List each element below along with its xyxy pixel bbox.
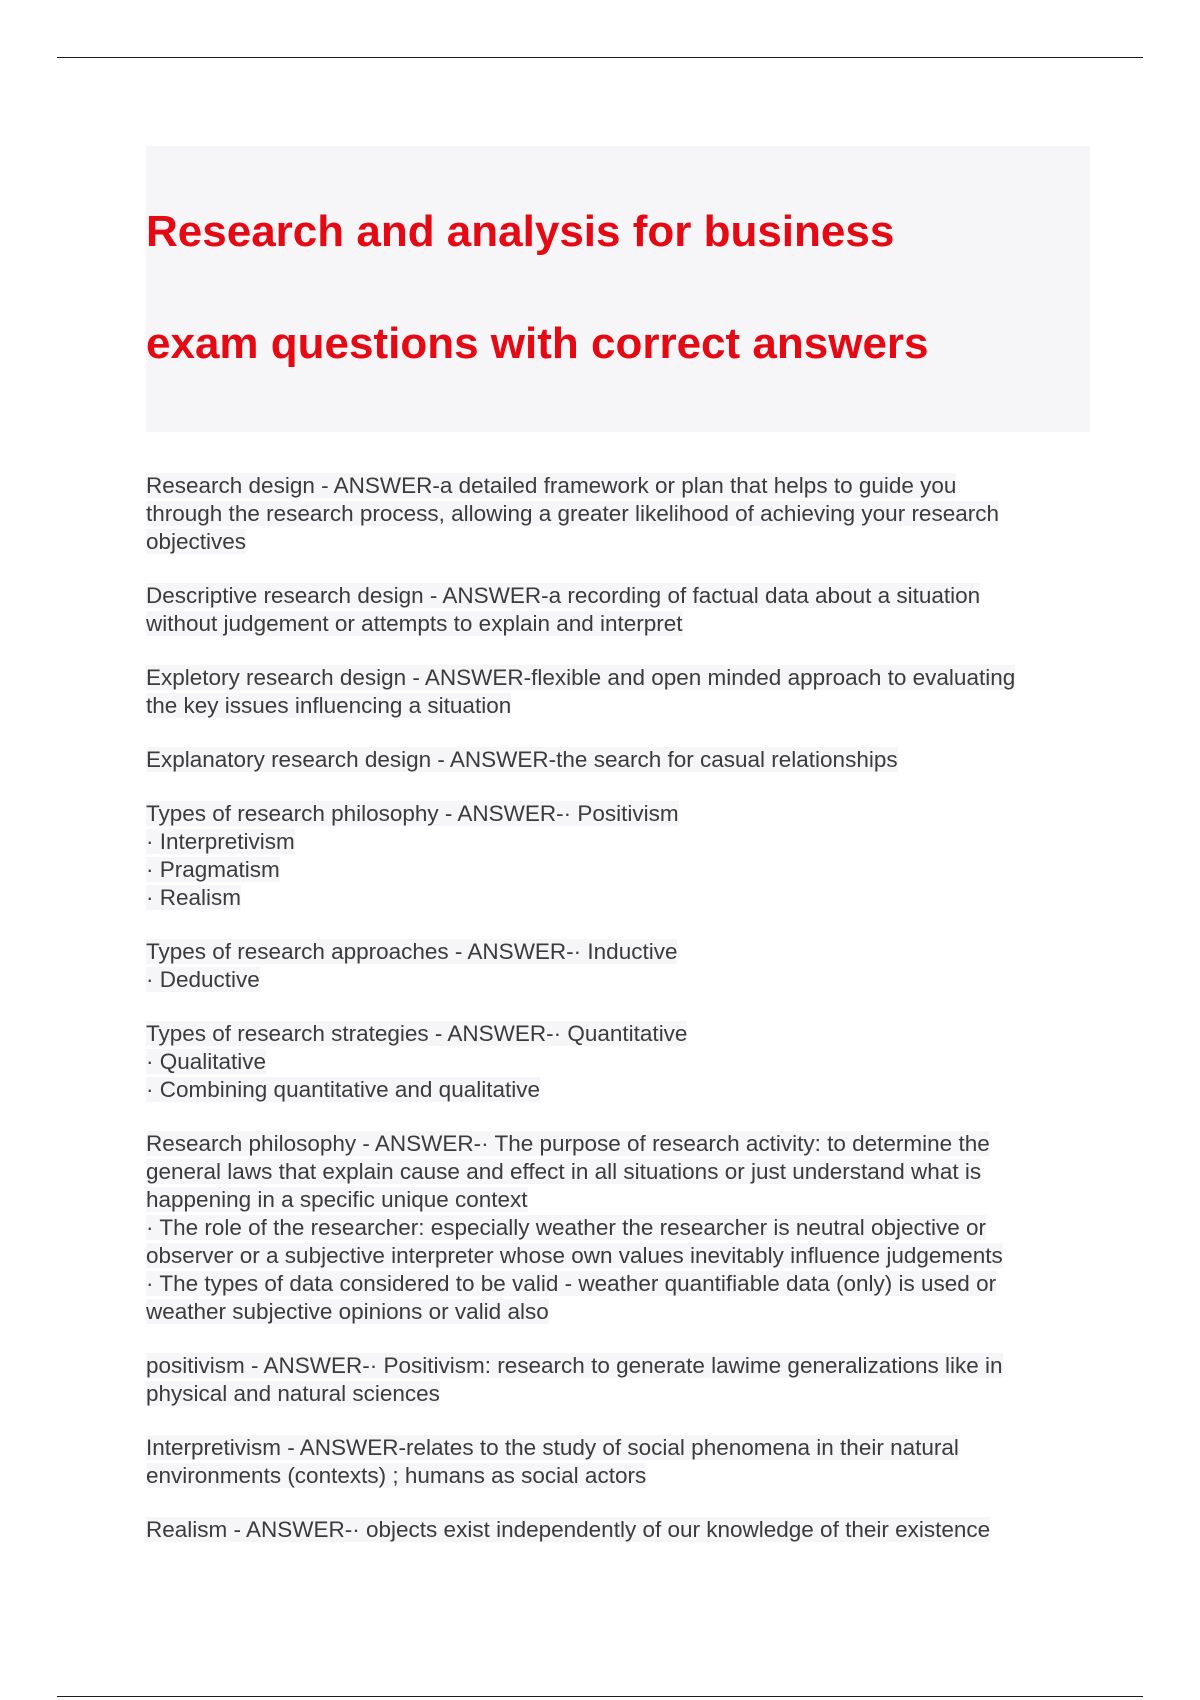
- qa-entry-line: [146, 1186, 1090, 1214]
- bottom-rule: [57, 1696, 1143, 1697]
- qa-entry-text: · Realism: [146, 885, 242, 910]
- qa-entry-text: through the research process, allowing a greater likelihood of achieving your research: [146, 501, 999, 526]
- qa-entry-line: [146, 1020, 1090, 1048]
- qa-entry-line: [146, 938, 1090, 966]
- qa-entry-text: Research philosophy - ANSWER-· The purpose of research activity: to determine the: [146, 1131, 990, 1156]
- title-line: Research and analysis for business: [146, 207, 895, 256]
- qa-entry-line: [146, 1130, 1090, 1158]
- qa-entry-text: happening in a specific unique context: [146, 1187, 528, 1212]
- qa-entry-line: [146, 800, 1090, 828]
- qa-entry-line: [146, 610, 1090, 638]
- qa-entry-line: [146, 1214, 1090, 1242]
- qa-entry-text: general laws that explain cause and effect in all situations or just understand what is: [146, 1159, 982, 1184]
- qa-entry-line: [146, 1270, 1090, 1298]
- qa-entry: [146, 582, 1090, 638]
- qa-entry-line: [146, 1158, 1090, 1186]
- qa-entry: [146, 1352, 1090, 1408]
- qa-entry-text: Types of research approaches - ANSWER-· Inductive: [146, 939, 678, 964]
- title-line: exam questions with correct answers: [146, 319, 929, 368]
- qa-entry-line: [146, 472, 1090, 500]
- qa-entry-text: Realism - ANSWER-· objects exist independently of our knowledge of their existence: [146, 1517, 991, 1542]
- qa-entry-text: Interpretivism - ANSWER-relates to the study of social phenomena in their natural: [146, 1435, 959, 1460]
- qa-entry-text: Types of research strategies - ANSWER-· Quantitative: [146, 1021, 688, 1046]
- qa-entry-line: [146, 828, 1090, 856]
- title-block: [146, 146, 1090, 432]
- qa-entry-line: [146, 1352, 1090, 1380]
- qa-entry: [146, 1516, 1090, 1544]
- qa-entry-text: Expletory research design - ANSWER-flexible and open minded approach to evaluating: [146, 665, 1016, 690]
- qa-entry-line: [146, 1462, 1090, 1490]
- qa-entry-line: [146, 746, 1090, 774]
- qa-entry-text: positivism - ANSWER-· Positivism: research to generate lawime generalizations like in: [146, 1353, 1003, 1378]
- document-title: [146, 148, 1090, 428]
- qa-entry-line: [146, 966, 1090, 994]
- qa-entry-line: [146, 664, 1090, 692]
- qa-entry: [146, 938, 1090, 994]
- qa-entry-line: [146, 1242, 1090, 1270]
- qa-entry-text: · Qualitative: [146, 1049, 267, 1074]
- qa-entry-text: objectives: [146, 529, 247, 554]
- qa-entry-text: Research design - ANSWER-a detailed framework or plan that helps to guide you: [146, 473, 957, 498]
- qa-entry-line: [146, 582, 1090, 610]
- qa-entry-line: [146, 1516, 1090, 1544]
- qa-entry-text: environments (contexts) ; humans as social actors: [146, 1463, 647, 1488]
- qa-entry-text: weather subjective opinions or valid also: [146, 1299, 549, 1324]
- qa-entry-text: Descriptive research design - ANSWER-a recording of factual data about a situation: [146, 583, 981, 608]
- qa-entry-text: observer or a subjective interpreter whose own values inevitably influence judgements: [146, 1243, 1003, 1268]
- qa-entry-text: · Deductive: [146, 967, 260, 992]
- document-content: [146, 146, 1090, 1570]
- qa-entry-line: [146, 1434, 1090, 1462]
- qa-entry-line: [146, 884, 1090, 912]
- qa-entry-text: physical and natural sciences: [146, 1381, 440, 1406]
- qa-entry-line: [146, 1048, 1090, 1076]
- qa-entry: [146, 1130, 1090, 1326]
- qa-entry-text: · Combining quantitative and qualitative: [146, 1077, 540, 1102]
- qa-entry: [146, 800, 1090, 912]
- qa-entry-line: [146, 1076, 1090, 1104]
- qa-entry: [146, 1020, 1090, 1104]
- qa-entry-text: Types of research philosophy - ANSWER-· Positivism: [146, 801, 679, 826]
- qa-entry-line: [146, 500, 1090, 528]
- qa-entry: [146, 746, 1090, 774]
- qa-entry-line: [146, 692, 1090, 720]
- qa-entry-text: the key issues influencing a situation: [146, 693, 512, 718]
- qa-entry-line: [146, 1298, 1090, 1326]
- qa-entry-text: without judgement or attempts to explain and interpret: [146, 611, 683, 636]
- top-rule: [57, 57, 1143, 58]
- qa-entry-line: [146, 1380, 1090, 1408]
- qa-entry: [146, 664, 1090, 720]
- qa-entry-text: Explanatory research design - ANSWER-the search for casual relationships: [146, 747, 898, 772]
- qa-entry-text: · Pragmatism: [146, 857, 280, 882]
- qa-entry-text: · The role of the researcher: especially weather the researcher is neutral objective or: [146, 1215, 987, 1240]
- qa-entry-line: [146, 528, 1090, 556]
- qa-entry-text: · The types of data considered to be valid - weather quantifiable data (only) is used or: [146, 1271, 997, 1296]
- qa-entry: [146, 472, 1090, 556]
- qa-list: [146, 472, 1090, 1544]
- qa-entry: [146, 1434, 1090, 1490]
- qa-entry-text: · Interpretivism: [146, 829, 295, 854]
- qa-entry-line: [146, 856, 1090, 884]
